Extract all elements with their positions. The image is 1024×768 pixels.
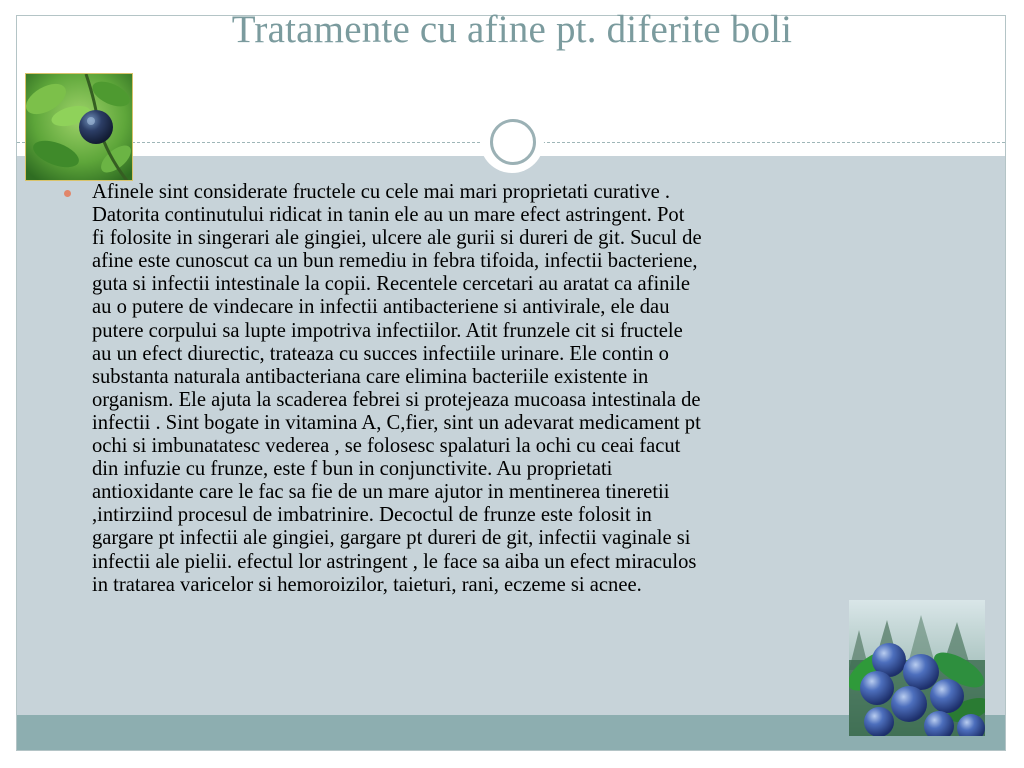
bullet-icon	[64, 190, 71, 197]
slide-title: Tratamente cu afine pt. diferite boli	[231, 8, 793, 51]
decorative-circle-ring	[490, 119, 536, 165]
blueberries-forest-photo	[849, 600, 985, 736]
body-text: Afinele sint considerate fructele cu cele mai mari proprietati curative . Datorita continutului ridicat in tanin ele au un mare efect astringent. Pot fi folosite in singerari ale gingiei, ulcere ale gurii si dureri de git. Sucul de afine este cunoscut ca un bun remediu in febra tifoida, infectii bacteriene, guta si infectii intestinale la copii. Recentele cercetari au aratat ca afinile au o putere de vindecare in infectii antibacteriene si antivirale, ele dau putere corpului sa lupte impotriva infectiilor. Atit frunzele cit si fructele au un efect diurectic, trateaza cu succes infectiile urinare. Ele contin o substanta naturala antibacteriana care elimina bacteriile existente in organism. Ele ajuta la scaderea febrei si protejeaza mucoasa intestinala de infectii . Sint bogate in vitamina A, C,fier, sint un adevarat medicament pt ochi si imbunatatesc vederea , se folosesc spalaturi la ochi cu ceai facut din infuzie cu frunze, este f bun in conjunctivite. Au proprietati antioxidante care le fac sa fie de un mare ajutor in mentinerea tineretii ,intirziind procesul de imbatrinire. Decoctul de frunze este folosit in gargare pt infectii ale gingiei, gargare pt dureri de git, infectii vaginale si infectii ale pielii. efectul lor astringent , le face sa aiba un efect miraculos in tratarea varicelor si hemoroizilor, taieturi, rani, eczeme si acnee.	[92, 181, 702, 596]
blueberry-branch-illustration	[26, 74, 133, 181]
blueberry-branch-photo	[25, 73, 133, 181]
blueberries-forest-illustration	[849, 600, 985, 736]
